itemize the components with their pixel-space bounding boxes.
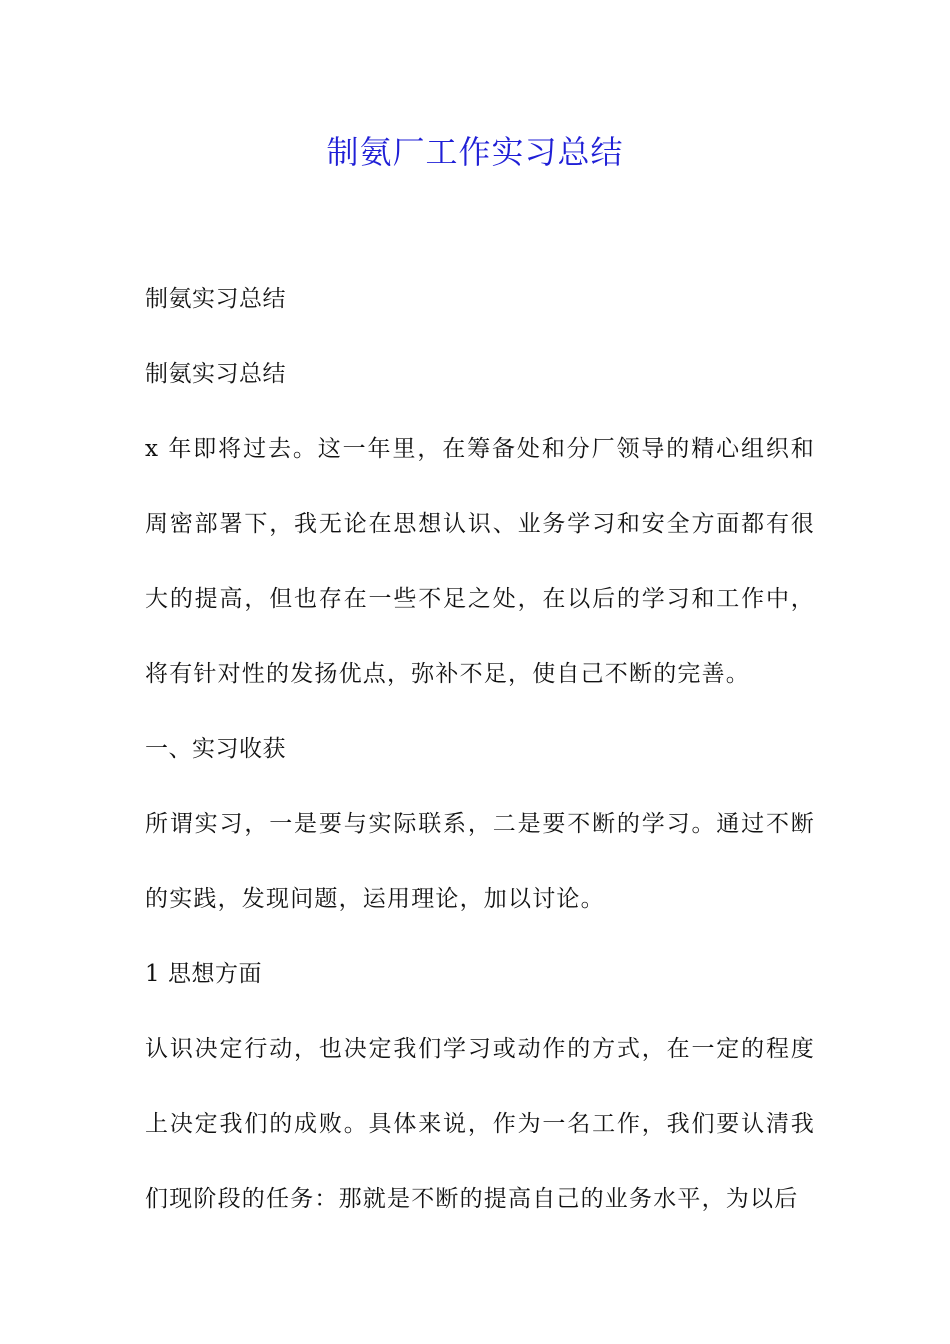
section-heading-internship-gains: 一、实习收获: [145, 736, 286, 762]
subtitle-line: 制氨实习总结: [145, 286, 286, 312]
intro-paragraph: x 年即将过去。这一年里，在筹备处和分厂领导的精心组织和周密部署下，我无论在思想认识、业务学习和安全方面都有很大的提高，但也存在一些不足之处，在以后的学习和工作中，将有针对性的发扬优点，弥补不足，使自己不断的完善。: [145, 436, 815, 687]
subtitle-line-repeat: 制氨实习总结: [145, 361, 286, 387]
thinking-paragraph: 认识决定行动，也决定我们学习或动作的方式，在一定的程度上决定我们的成败。具体来说，作为一名工作，我们要认清我们现阶段的任务：那就是不断的提高自己的业务水平，为以后: [145, 1036, 815, 1212]
document-title: 制氨厂工作实习总结: [326, 133, 624, 171]
document-body: [145, 262, 815, 1237]
internship-gains-paragraph: 所谓实习，一是要与实际联系，二是要不断的学习。通过不断的实践，发现问题，运用理论，加以讨论。: [145, 811, 815, 912]
subsection-heading-thinking: 1 思想方面: [145, 961, 262, 987]
